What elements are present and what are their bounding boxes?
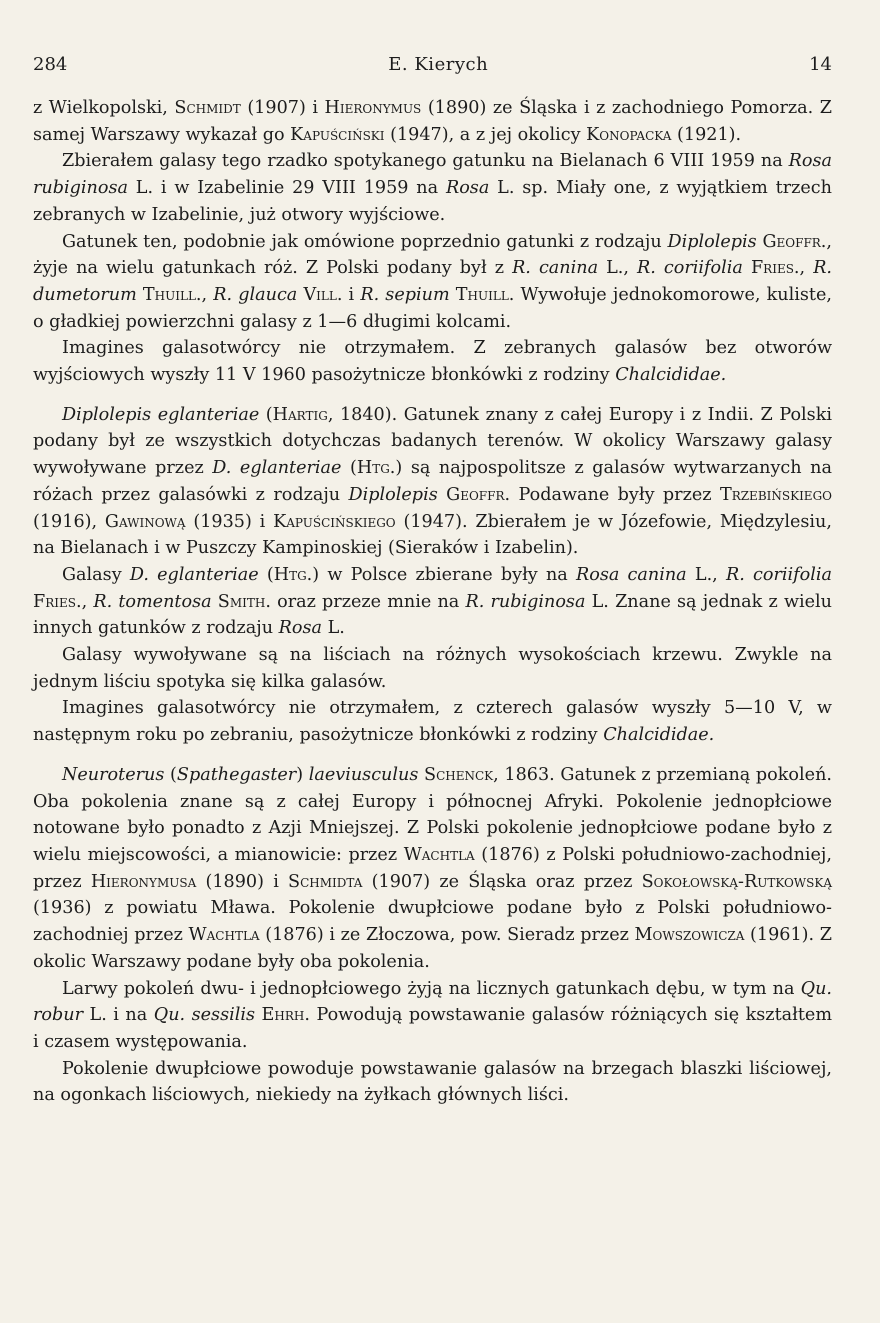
text-run <box>743 258 751 278</box>
text-run: Pokolenie dwupłciowe powoduje powstawanie galasów na brzegach blaszki liściowej, na ogonkach liściowych, niekiedy na żyłkach głównych liści. <box>33 1058 832 1106</box>
author-name: Htg. <box>273 564 313 585</box>
italic-text: R. tomentosa <box>93 591 212 612</box>
author-name: Schmidta <box>288 871 363 892</box>
italic-text: Neuroterus <box>62 764 165 785</box>
text-run: L. i w Izabelinie 29 VIII 1959 na <box>127 178 446 199</box>
text-run: Galasy wywoływane są na liściach na różnych wysokościach krzewu. Zwykle na jednym liściu spotyka się kilka galasów. <box>33 645 832 692</box>
paragraph <box>33 562 832 642</box>
author-name: Trzebińskiego <box>719 484 832 505</box>
author-name: Gawinową <box>104 511 186 532</box>
text-run: Podawane były przez <box>510 484 720 505</box>
text-run: , <box>799 258 814 279</box>
author-name: Hieronymus <box>324 98 422 118</box>
text-run: (1890) i <box>196 871 289 892</box>
paragraph <box>33 95 832 148</box>
text-run: L. i na <box>83 1005 154 1026</box>
italic-text: R. canina <box>512 258 599 279</box>
text-run: z Wielkopolski, <box>33 98 175 118</box>
section-number: 14 <box>809 54 832 75</box>
italic-text: Rosa rubiginosa <box>33 151 832 199</box>
text-run: L. <box>322 618 345 639</box>
italic-text: Rosa canina <box>575 564 687 585</box>
text-run: (1947). Zbierałem je w Józefowie, Międzylesiu, na Bielanach i w Puszczy Kampinoskiej (Sieraków i Izabelin). <box>33 511 832 559</box>
author-name: Hieronymusa <box>90 871 197 892</box>
author-name: Thuill. <box>142 284 202 305</box>
text-run: ( <box>164 764 177 785</box>
author-name: Smith. <box>217 591 271 612</box>
text-run: Zbierałem galasy tego rzadko spotykanego gatunku na Bielanach 6 VIII 1959 na <box>62 151 789 172</box>
text-run: L. sp. Miały one, z wyjątkiem trzech zebranych w Izabelinie, już otwory wyjściowe. <box>33 178 832 225</box>
text-run: , <box>81 591 94 612</box>
text-run: L., <box>598 258 638 279</box>
italic-text: Rosa <box>278 618 323 639</box>
text-run: Imagines galasotwórcy nie otrzymałem. Z zebranych galasów bez otworów wyjściowych wyszły 11 V 1960 pasożytnicze błonkówki z rodziny <box>33 338 832 386</box>
text-run: ( <box>258 564 274 585</box>
paragraph <box>33 642 832 695</box>
text-run: (1921). <box>671 124 742 145</box>
paragraph <box>33 229 832 336</box>
text-run: , żyje na wielu gatunkach róż. Z Polski podany był z <box>33 231 832 279</box>
author-name: Hartig <box>272 404 328 425</box>
paragraph <box>33 335 832 388</box>
italic-text: Chalcididae. <box>615 365 727 386</box>
text-run: (1876) i ze Złoczowa, pow. Sieradz przez <box>259 925 635 946</box>
text-run: Gatunek ten, podobnie jak omówione poprzednio gatunki z rodzaju <box>62 231 668 252</box>
text-run: , 1863. Gatunek z przemianą pokoleń. Oba pokolenia znane są z całej Europy i północnej Afryki. Pokolenie jednopłciowe notowane było ponadto z Azji Mniejszej. Z Polski pokolenie jednopłciowe podane było z wielu miejscowości, a mianowicie: przez <box>33 764 832 865</box>
text-run: (1916), <box>33 511 105 532</box>
italic-text: R. coriifolia <box>637 258 743 279</box>
italic-text: Chalcididae. <box>603 725 715 746</box>
text-run: Powodują powstawanie galasów różniących się kształtem i czasem występowania. <box>33 1005 833 1052</box>
italic-text: R. coriifolia <box>725 564 832 585</box>
italic-text: D. eglanteriae <box>129 564 259 585</box>
author-name: Konopacka <box>586 124 672 145</box>
author-name: Kapuściński <box>290 124 385 145</box>
text-run: L. Znane są jednak z wielu innych gatunków z rodzaju <box>33 591 832 639</box>
text-run: Larwy pokoleń dwu- i jednopłciowego żyją na licznych gatunkach dębu, w tym na <box>62 978 801 999</box>
text-run: L., <box>686 564 726 585</box>
author-name: Wachtla <box>403 844 475 865</box>
paragraph <box>33 762 832 976</box>
text-run: ) są najpospolitsze z galasów wytwarzanych na różach przez galasówki z rodzaju <box>33 458 832 505</box>
author-name: Schenck <box>424 764 494 785</box>
text-run: (1935) i <box>185 511 274 532</box>
italic-text: R. sepium <box>360 284 450 305</box>
text-run: , <box>201 284 214 305</box>
author-name: Schmidt <box>174 98 241 118</box>
italic-text: Diplolepis eglanteriae <box>62 404 260 425</box>
paragraph <box>33 402 832 562</box>
paragraph <box>33 695 832 748</box>
text-run: (1890) ze Śląska i z zachodniego Pomorza. Z samej Warszawy wykazał go <box>33 98 832 145</box>
author-name: Fries. <box>33 591 82 612</box>
italic-text: R. dumetorum <box>33 258 833 305</box>
author-name: Geoffr. <box>446 484 511 505</box>
paragraph <box>33 1056 832 1109</box>
author-name: Thuill. <box>455 284 515 305</box>
running-header <box>33 54 832 75</box>
text-run: i <box>342 284 361 305</box>
text-run: (1961). Z okolic Warszawy podane były oba pokolenia. <box>33 925 832 972</box>
text-run: Imagines galasotwórcy nie otrzymałem, z czterech galasów wyszły 5—10 V, w następnym roku po zebraniu, pasożytnicze błonkówki z rodziny <box>33 698 832 746</box>
text-run: oraz przeze mnie na <box>270 591 466 612</box>
author-name: Fries. <box>750 258 800 279</box>
paragraph <box>33 148 832 228</box>
text-run <box>438 485 446 505</box>
text-run: (1947), a z jej okolicy <box>384 124 587 145</box>
italic-text: R. rubiginosa <box>465 591 586 612</box>
text-run: ( <box>259 404 273 425</box>
author-name: Sokołowską-Rutkowską <box>641 871 832 892</box>
text-run: (1936) z powiatu Mława. Pokolenie dwupłciowe podane było z Polski południowo-zachodniej przez <box>33 898 832 946</box>
text-run: ) <box>296 764 309 785</box>
body-text <box>33 95 832 1109</box>
author-name: Vill. <box>303 284 343 305</box>
italic-text: Diplolepis <box>667 231 757 252</box>
italic-text: Qu. robur <box>33 978 832 1026</box>
author-name: Ehrh. <box>261 1005 310 1026</box>
paragraph <box>33 976 832 1056</box>
text-run: Galasy <box>62 564 130 585</box>
italic-text: Spathegaster <box>176 764 297 785</box>
italic-text: laeviusculus <box>308 764 419 785</box>
running-author: E. Kierych <box>388 54 489 75</box>
author-name: Htg. <box>356 458 396 479</box>
italic-text: Qu. sessilis <box>153 1005 256 1026</box>
text-run: , 1840). Gatunek znany z całej Europy i z Indii. Z Polski podany był ze wszystkich dotychczas badanych terenów. W okolicy Warszawy galasy wywoływane przez <box>33 404 832 479</box>
text-run: ) w Polsce zbierane były na <box>312 564 576 585</box>
text-run: ( <box>341 458 357 479</box>
italic-text: R. glauca <box>213 284 298 305</box>
italic-text: Diplolepis <box>348 484 438 505</box>
italic-text: Rosa <box>445 178 490 199</box>
author-name: Mowszowicza <box>634 925 745 946</box>
author-name: Geoffr. <box>762 231 827 252</box>
author-name: Wachtla <box>188 925 260 946</box>
text-run: (1907) i <box>240 98 325 118</box>
author-name: Kapuścińskiego <box>273 511 396 532</box>
text-run: (1907) ze Śląska oraz przez <box>362 871 642 892</box>
text-run: (1876) z Polski południowo-zachodniej, przez <box>33 844 832 892</box>
text-run: Wywołuje jednokomorowe, kuliste, o gładkiej powierzchni galasy z 1—6 długimi kolcami. <box>33 284 832 332</box>
page-number: 284 <box>33 54 68 75</box>
italic-text: D. eglanteriae <box>212 458 342 479</box>
